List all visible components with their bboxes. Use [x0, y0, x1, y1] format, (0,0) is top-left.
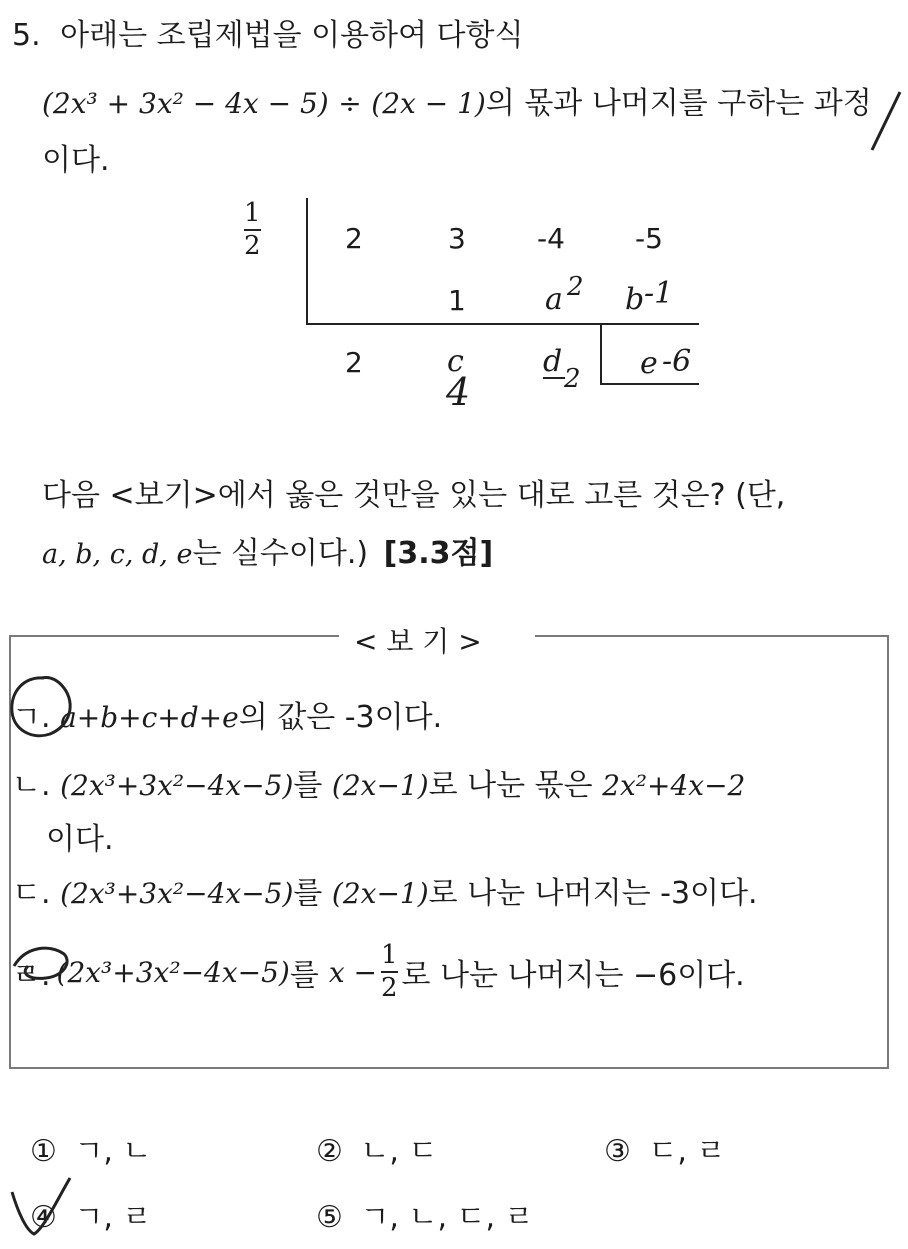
- root-numerator: 1: [244, 198, 261, 228]
- coef-4: -5: [635, 222, 663, 255]
- handwritten-slash-mark: [866, 86, 906, 156]
- bogi-item-3: [12, 868, 758, 912]
- remainder-box-left: [600, 325, 602, 385]
- question-line-2-text: 는 실수이다.): [192, 536, 369, 571]
- choice-3-num: ③: [604, 1134, 631, 1169]
- choice-1[interactable]: [30, 1126, 152, 1170]
- choice-3-text: ㄷ, ㄹ: [648, 1134, 726, 1169]
- choice-4-text: ㄱ, ㄹ: [74, 1200, 152, 1235]
- bogi-1-text: 의 값은 -3이다.: [238, 700, 443, 735]
- choice-3[interactable]: [604, 1126, 726, 1170]
- choice-5-text: ㄱ, ㄴ, ㄷ, ㄹ: [360, 1200, 534, 1235]
- row2-hand-b: -1: [644, 276, 674, 311]
- bogi-header: < 보 기 >: [354, 625, 482, 658]
- bogi-2-continuation: 이다.: [46, 822, 114, 857]
- problem-line-3: 이다.: [42, 143, 110, 178]
- choice-2-num: ②: [316, 1134, 343, 1169]
- question-line-1: 다음 <보기>에서 옳은 것만을 있는 대로 고른 것은? (단,: [42, 478, 786, 513]
- bogi-item-2: [12, 760, 745, 804]
- remainder-box-bottom: [600, 383, 699, 385]
- choice-5[interactable]: [316, 1192, 534, 1236]
- quotient-1: 2: [345, 346, 363, 379]
- division-sign: ÷: [338, 87, 362, 120]
- bogi-2-expr3: 2x²+4x−2: [602, 769, 746, 802]
- choice-1-text: ㄱ, ㄴ: [74, 1134, 152, 1169]
- row2-var-b: b: [625, 282, 645, 317]
- bogi-4-text2: 로 나눈 나머지는 −6이다.: [401, 958, 745, 994]
- choice-1-num: ①: [30, 1134, 57, 1169]
- bogi-1-expr: a+b+c+d+e: [60, 701, 239, 734]
- coef-3: -4: [537, 222, 565, 255]
- choice-4-num: ④: [30, 1200, 57, 1235]
- question-line-2: [42, 528, 493, 572]
- handwritten-check-mark: [4, 1172, 74, 1242]
- division-vertical-line: [306, 198, 308, 325]
- bogi-label-4: ㄹ.: [12, 958, 51, 994]
- bogi-4-frac-den: 2: [380, 973, 398, 1004]
- points-badge: [3.3점]: [383, 536, 494, 571]
- row3-var-c: c: [447, 344, 464, 379]
- synthetic-root: [244, 200, 261, 261]
- bogi-2-text2: 로 나눈 몫은: [428, 768, 593, 803]
- bogi-label-3: ㄷ.: [12, 876, 51, 911]
- bogi-label-2: ㄴ.: [12, 768, 51, 803]
- row3-hand-e: -6: [662, 344, 692, 379]
- bogi-4-expr: (2x³+3x²−4x−5): [56, 955, 290, 989]
- problem-line-2-tail: 의 몫과 나머지를 구하는 과정: [485, 86, 872, 121]
- row2-hand-a: 2: [567, 272, 584, 302]
- row3-hand-d: 2: [564, 364, 581, 394]
- bogi-4-expr2: x −: [328, 955, 377, 989]
- bogi-2-expr: (2x³+3x²−4x−5): [60, 769, 294, 802]
- bogi-3-expr2: (2x−1): [331, 877, 429, 910]
- choice-2[interactable]: [316, 1126, 438, 1170]
- row2-var-a: a: [545, 282, 563, 317]
- choice-2-text: ㄴ, ㄷ: [360, 1134, 438, 1169]
- handwritten-circle-mark: [4, 668, 84, 748]
- division-horizontal-line: [306, 323, 699, 325]
- row3-hand-c: 4: [446, 370, 471, 414]
- row3-hand-d-minus: [543, 377, 565, 379]
- coef-1: 2: [345, 222, 363, 255]
- row2-value-1: 1: [448, 284, 466, 317]
- problem-intro: 아래는 조립제법을 이용하여 다항식: [60, 18, 524, 53]
- row3-var-e: e: [640, 346, 658, 381]
- dividend-expr: (2x³ + 3x² − 4x − 5): [42, 87, 329, 120]
- row3-var-d: d: [543, 344, 563, 379]
- bogi-2-expr2: (2x−1): [331, 769, 429, 802]
- problem-line-2: [42, 78, 872, 122]
- bogi-3-expr: (2x³+3x²−4x−5): [60, 877, 294, 910]
- problem-number: 5.: [12, 18, 41, 53]
- handwritten-scribble-mark: [6, 936, 76, 986]
- bogi-item-4: [12, 942, 745, 1003]
- coef-2: 3: [448, 222, 466, 255]
- bogi-label-1: ㄱ.: [12, 700, 51, 735]
- bogi-4-text1: 를: [289, 958, 319, 994]
- variable-list: a, b, c, d, e: [42, 539, 193, 570]
- bogi-4-fraction: [381, 942, 398, 1003]
- choice-5-num: ⑤: [316, 1200, 343, 1235]
- bogi-3-text1: 를: [293, 876, 323, 911]
- bogi-3-text2: 로 나눈 나머지는 -3이다.: [428, 876, 758, 911]
- problem-line-1: [12, 10, 523, 54]
- bogi-4-frac-num: 1: [380, 940, 398, 970]
- bogi-2-text1: 를: [293, 768, 323, 803]
- divisor-expr: (2x − 1): [371, 87, 486, 120]
- root-denominator: 2: [244, 231, 261, 262]
